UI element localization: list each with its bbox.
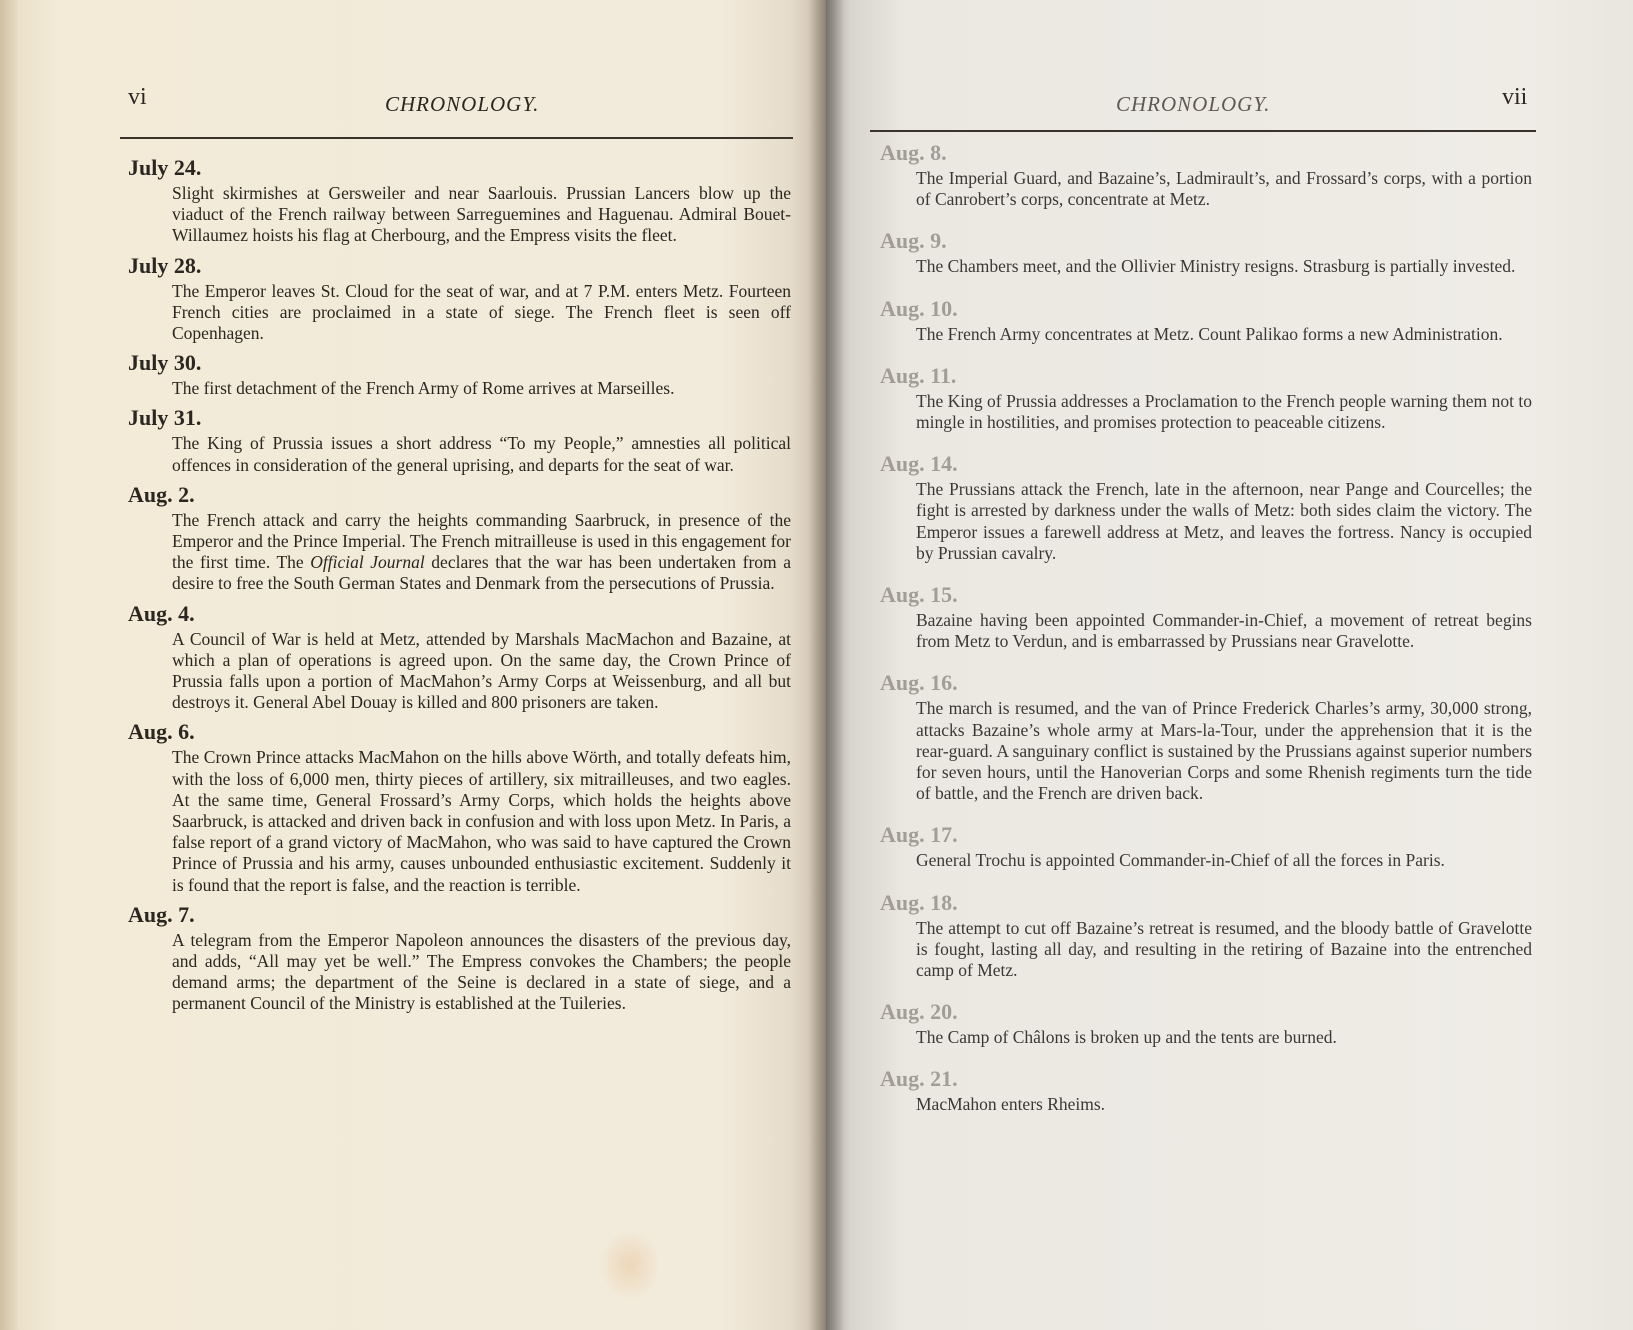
entry-aug-18 <box>880 890 1532 982</box>
entry-date: Aug. 17. <box>880 822 958 848</box>
entry-text: The Prussians attack the French, late in the afternoon, near Pange and Courcelles; the fight is arrested by darkness under the walls of Metz: both sides claim the victory. The Emperor issues a farewell address at Metz, and leaves the fortress. Nancy is occupied by Prussian cavalry. <box>916 479 1532 563</box>
entry-text: Bazaine having been appointed Commander-in-Chief, a movement of retreat begins from Metz to Verdun, and is embarrassed by Prussians near Gravelotte. <box>916 610 1532 652</box>
right-running-head: CHRONOLOGY. <box>1116 92 1271 116</box>
entry-date: Aug. 7. <box>128 901 195 927</box>
entry-aug-8 <box>880 140 1532 210</box>
entry-date: Aug. 2. <box>128 481 195 507</box>
entry-date: Aug. 15. <box>880 582 958 608</box>
entry-text: A telegram from the Emperor Napoleon announces the disasters of the previous day, and adds, “All may yet be well.” The Empress convokes the Chambers; the people demand arms; the department of the Seine is declared in a state of siege, and a permanent Council of the Ministry is established at the Tuileries. <box>172 929 791 1014</box>
entry-text-part: The French attack and carry the heights commanding Saarbruck, in presence of the Emperor and the Prince Imperial. The French mitrailleuse is used in this engagement for the first time. The <box>172 509 791 573</box>
paper-stain <box>600 1230 660 1300</box>
entry-date: Aug. 14. <box>880 451 958 477</box>
left-page-number: vi <box>128 84 147 110</box>
entry-text: The Emperor leaves St. Cloud for the seat of war, and at 7 P.M. enters Metz. Fourteen French cities are proclaimed in a state of siege. The French fleet is seen off Copenhagen. <box>172 280 791 344</box>
entry-text: MacMahon enters Rheims. <box>916 1094 1106 1115</box>
entry-date: Aug. 8. <box>880 140 947 165</box>
entry-text: A Council of War is held at Metz, attended by Marshals MacMachon and Bazaine, at which a plan of operations is agreed upon. On the same day, the Crown Prince of Prussia falls upon a portion of MacMahon’s Army Corps at Weissenburg, and all but destroys it. General Abel Douay is killed and 800 prisoners are taken. <box>172 628 791 713</box>
entry-date: Aug. 16. <box>880 670 958 696</box>
entry-aug-4 <box>128 601 791 714</box>
entry-text: The attempt to cut off Bazaine’s retreat is resumed, and the bloody battle of Gravelotte is fought, lasting all day, and resulting in the retiring of Bazaine into the entrenched camp of Metz. <box>916 917 1532 981</box>
entry-text: General Trochu is appointed Commander-in-Chief of all the forces in Paris. <box>916 850 1445 871</box>
right-page-number: vii <box>1502 84 1528 110</box>
entry-text: The Crown Prince attacks MacMahon on the hills above Wörth, and totally defeats him, with the loss of 6,000 men, thirty pieces of artillery, six mitrailleuses, and two eagles. At the same time, General Frossard’s Army Corps, which holds the heights above Saarbruck, is attacked and driven back in confusion and with loss upon Metz. In Paris, a false report of a grand victory of MacMahon, who was said to have captured the Crown Prince of Prussia and his army, causes unbounded enthusiastic excitement. Suddenly it is found that the report is false, and the reaction is terrible. <box>172 747 791 895</box>
entry-date: July 28. <box>128 252 202 278</box>
entry-aug-9 <box>880 228 1532 277</box>
entry-text: The Chambers meet, and the Ollivier Ministry resigns. Strasburg is partially invested. <box>916 256 1516 277</box>
entry-text: The French Army concentrates at Metz. Count Palikao forms a new Administration. <box>916 323 1503 344</box>
entry-july-31 <box>128 405 791 475</box>
entry-date: Aug. 6. <box>128 719 195 745</box>
entry-date: July 24. <box>128 155 202 180</box>
entry-date: Aug. 11. <box>880 362 957 388</box>
right-header-rule <box>870 130 1536 132</box>
journal-title: Official Journal <box>310 552 425 573</box>
right-entries <box>880 140 1532 1134</box>
entry-aug-17 <box>880 822 1532 871</box>
entry-date: Aug. 18. <box>880 889 958 915</box>
entry-text: The King of Prussia addresses a Proclamation to the French people warning them not to mingle in hostilities, and promises protection to peaceable citizens. <box>916 390 1532 433</box>
entry-aug-2 <box>128 482 791 595</box>
entry-text: The march is resumed, and the van of Prince Frederick Charles’s army, 30,000 strong, attacks Bazaine’s whole army at Mars-la-Tour, under the apprehension that it is the rear-guard. A sanguinary conflict is sustained by the Prussians against superior numbers for seven hours, until the Hanoverian Corps and some Rhenish regiments turn the tide of battle, and the French are driven back. <box>916 698 1532 804</box>
entry-text: The King of Prussia issues a short address “To my People,” amnesties all political offences in consideration of the general uprising, and departs for the seat of war. <box>172 433 791 475</box>
entry-text: The Camp of Châlons is broken up and the tents are burned. <box>916 1027 1337 1048</box>
entry-text: The first detachment of the French Army of Rome arrives at Marseilles. <box>172 378 675 399</box>
entry-july-30 <box>128 350 791 399</box>
entry-text: The Imperial Guard, and Bazaine’s, Ladmirault’s, and Frossard’s corps, with a portion of Canrobert’s corps, concentrate at Metz. <box>916 168 1532 210</box>
left-header-rule <box>120 137 793 139</box>
entry-date: Aug. 10. <box>880 295 958 321</box>
entry-aug-14 <box>880 451 1532 564</box>
entry-aug-16 <box>880 670 1532 804</box>
entry-date: July 30. <box>128 350 202 376</box>
entry-aug-7 <box>128 902 791 1015</box>
entry-aug-10 <box>880 296 1532 345</box>
entry-aug-6 <box>128 719 791 895</box>
entry-text: Slight skirmishes at Gersweiler and near Saarlouis. Prussian Lancers blow up the viaduct of the French railway between Sarreguemines and Haguenau. Admiral Bouet-Willaumez hoists his flag at Cherbourg, and the Empress visits the fleet. <box>172 183 791 246</box>
entry-date: Aug. 20. <box>880 999 958 1025</box>
entry-date: Aug. 21. <box>880 1066 958 1092</box>
entry-july-24 <box>128 155 791 247</box>
entry-date: Aug. 9. <box>880 228 947 254</box>
entry-text <box>172 510 791 595</box>
entry-aug-11 <box>880 363 1532 433</box>
left-running-head: CHRONOLOGY. <box>385 92 540 116</box>
left-entries <box>128 155 791 1021</box>
entry-text-part: declares that the war has been undertaken from a desire to free the South German States and Denmark from the persecutions of Prussia. <box>172 552 791 594</box>
entry-aug-21 <box>880 1066 1532 1115</box>
entry-aug-15 <box>880 582 1532 652</box>
entry-date: Aug. 4. <box>128 600 195 626</box>
entry-aug-20 <box>880 999 1532 1048</box>
entry-july-28 <box>128 253 791 345</box>
entry-date: July 31. <box>128 405 202 431</box>
book-gutter <box>808 0 844 1330</box>
